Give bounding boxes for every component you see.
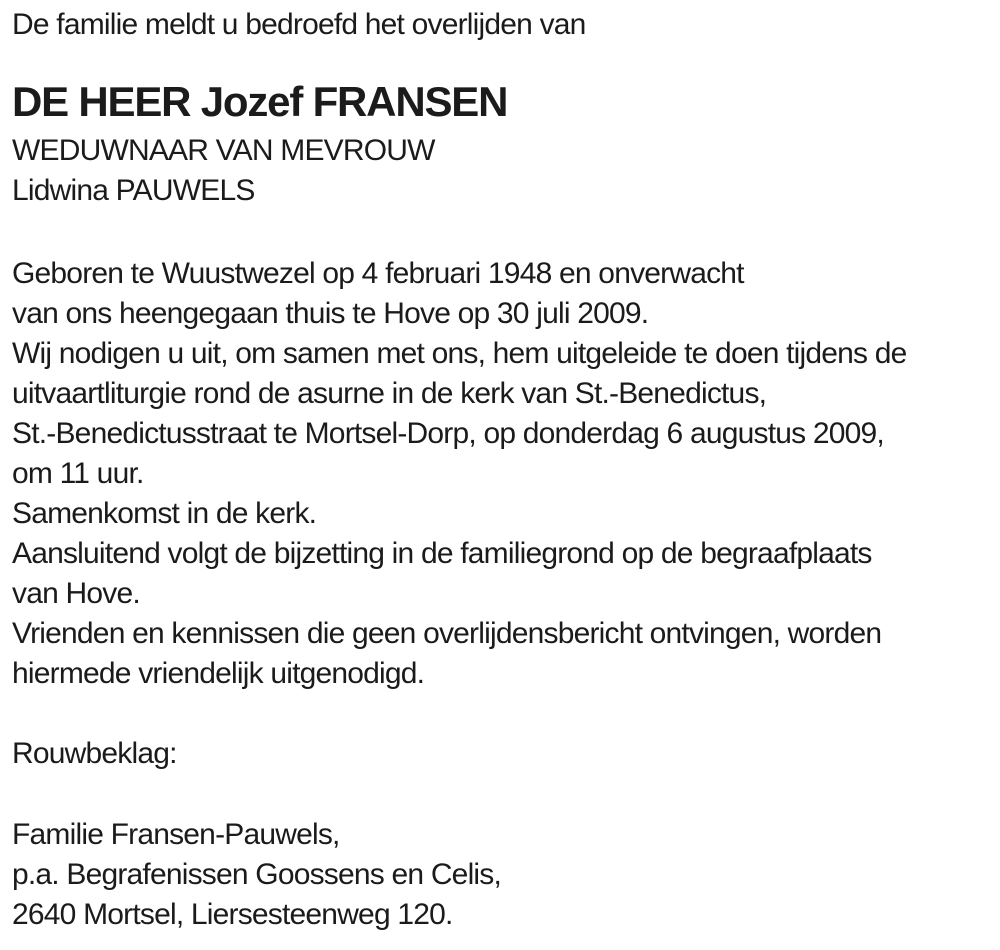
spouse-section xyxy=(12,131,990,211)
body-line: Aansluitend volgt de bijzetting in de familiegrond op de begraafplaats xyxy=(12,537,872,570)
condolences-heading: Rouwbeklag: xyxy=(12,737,177,770)
body-line: Vrienden en kennissen die geen overlijdensbericht ontvingen, worden xyxy=(12,617,882,650)
family-name-line: Familie Fransen-Pauwels, xyxy=(12,818,340,851)
address-line: 2640 Mortsel, Liersesteenweg 120. xyxy=(12,898,453,931)
body-line: uitvaartliturgie rond de asurne in de kerk van St.-Benedictus, xyxy=(12,377,767,410)
family-address-section xyxy=(12,815,990,935)
intro-line: De familie meldt u bedroefd het overlijden van xyxy=(12,8,586,41)
body-line: Geboren te Wuustwezel op 4 februari 1948 en onverwacht xyxy=(12,257,744,290)
widower-of-line: WEDUWNAAR VAN MEVROUW xyxy=(12,134,435,167)
spouse-name: Lidwina PAUWELS xyxy=(12,174,255,207)
body-line: St.-Benedictusstraat te Mortsel-Dorp, op donderdag 6 augustus 2009, xyxy=(12,417,884,450)
body-line: Samenkomst in de kerk. xyxy=(12,497,317,530)
body-line: Wij nodigen u uit, om samen met ons, hem uitgeleide te doen tijdens de xyxy=(12,337,907,370)
body-line: hiermede vriendelijk uitgenodigd. xyxy=(12,657,425,690)
body-line: van Hove. xyxy=(12,577,140,610)
body-line: van ons heengegaan thuis te Hove op 30 juli 2009. xyxy=(12,297,649,330)
funeral-home-line: p.a. Begrafenissen Goossens en Celis, xyxy=(12,858,502,891)
announcement-body xyxy=(12,254,990,694)
deceased-name: DE HEER Jozef FRANSEN xyxy=(12,78,508,125)
body-line: om 11 uur. xyxy=(12,457,144,490)
